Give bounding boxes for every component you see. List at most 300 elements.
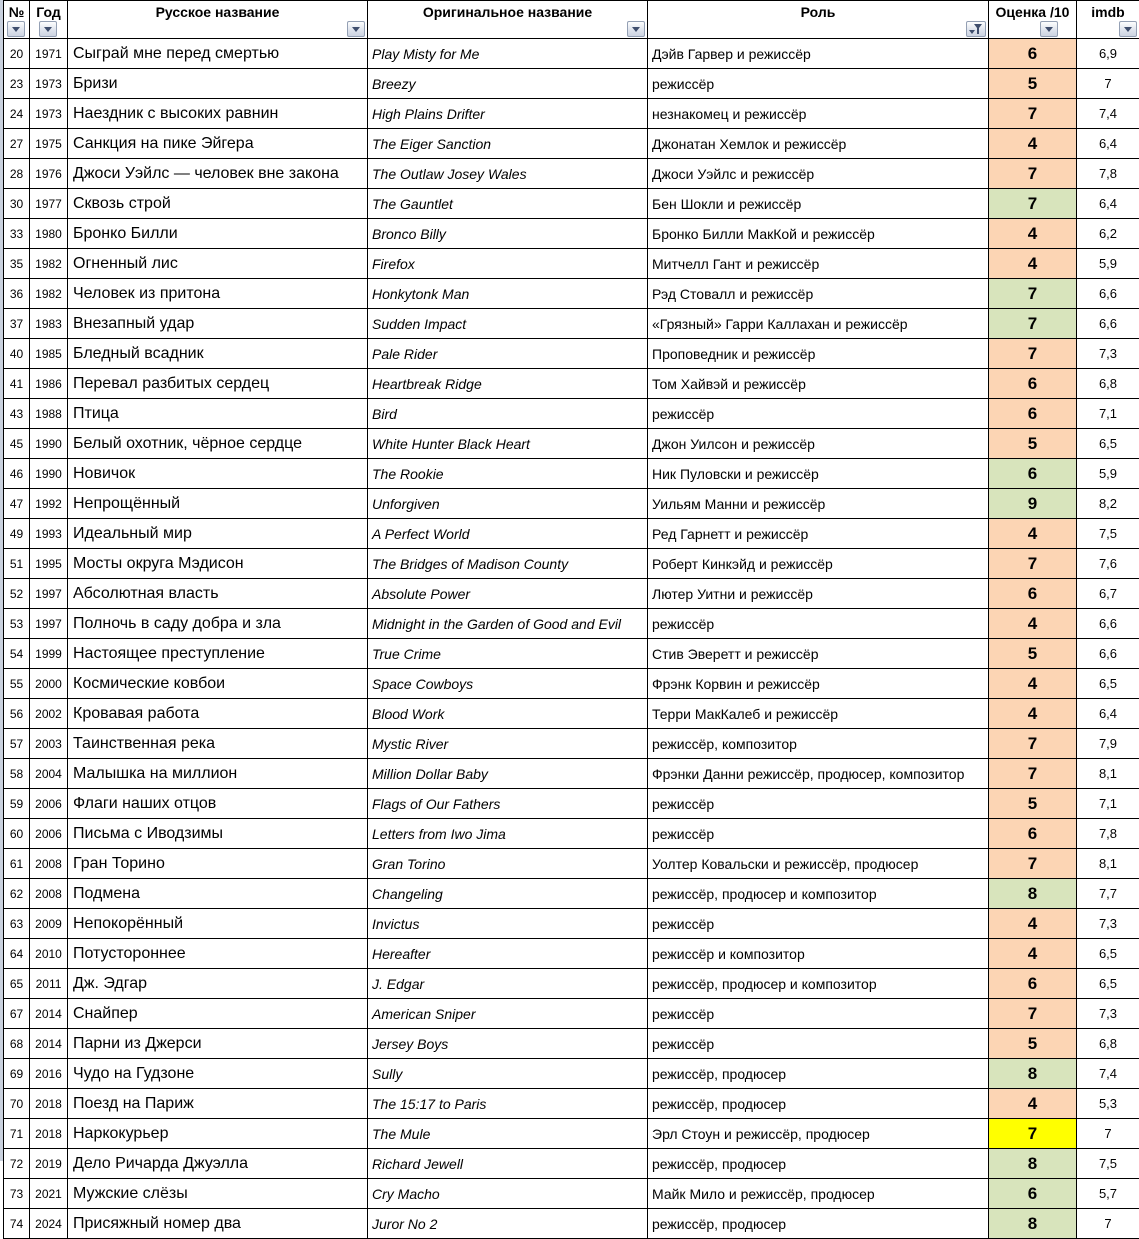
cell-imdb[interactable]: 6,2 [1077, 219, 1139, 249]
cell-year[interactable]: 1982 [30, 249, 68, 279]
cell-year[interactable]: 1995 [30, 549, 68, 579]
cell-role[interactable]: Фрэнк Корвин и режиссёр [648, 669, 989, 699]
cell-russian-title[interactable]: Внезапный удар [68, 309, 368, 339]
cell-year[interactable]: 2014 [30, 1029, 68, 1059]
cell-num[interactable]: 43 [4, 399, 30, 429]
cell-russian-title[interactable]: Подмена [68, 879, 368, 909]
cell-original-title[interactable]: The 15:17 to Paris [368, 1089, 648, 1119]
cell-rating[interactable]: 6 [989, 819, 1077, 849]
filter-dropdown-year[interactable] [39, 21, 57, 37]
cell-num[interactable]: 53 [4, 609, 30, 639]
cell-original-title[interactable]: Invictus [368, 909, 648, 939]
table-row [4, 339, 1139, 369]
cell-russian-title[interactable]: Санкция на пике Эйгера [68, 129, 368, 159]
cell-role[interactable]: режиссёр, продюсер [648, 1209, 989, 1239]
cell-year[interactable]: 1990 [30, 429, 68, 459]
cell-num[interactable]: 55 [4, 669, 30, 699]
header-original-title-label: Оригинальное название [423, 5, 592, 20]
cell-num[interactable]: 30 [4, 189, 30, 219]
filter-funnel-active-role[interactable] [966, 21, 986, 37]
cell-year[interactable]: 1992 [30, 489, 68, 519]
cell-original-title[interactable]: Mystic River [368, 729, 648, 759]
cell-role[interactable]: режиссёр, продюсер [648, 1089, 989, 1119]
cell-original-title[interactable]: Million Dollar Baby [368, 759, 648, 789]
cell-year[interactable]: 1997 [30, 609, 68, 639]
cell-num[interactable]: 23 [4, 69, 30, 99]
cell-imdb[interactable]: 6,6 [1077, 309, 1139, 339]
cell-num[interactable]: 37 [4, 309, 30, 339]
cell-role[interactable]: Рэд Стовалл и режиссёр [648, 279, 989, 309]
cell-role[interactable]: режиссёр, продюсер [648, 1059, 989, 1089]
cell-original-title[interactable]: Juror No 2 [368, 1209, 648, 1239]
cell-num[interactable]: 54 [4, 639, 30, 669]
cell-rating[interactable]: 6 [989, 39, 1077, 69]
cell-russian-title[interactable]: Идеальный мир [68, 519, 368, 549]
cell-num[interactable]: 59 [4, 789, 30, 819]
cell-imdb[interactable]: 6,6 [1077, 639, 1139, 669]
cell-imdb[interactable]: 6,5 [1077, 939, 1139, 969]
cell-russian-title[interactable]: Наркокурьер [68, 1119, 368, 1149]
cell-original-title[interactable]: Pale Rider [368, 339, 648, 369]
table-row [4, 129, 1139, 159]
cell-role[interactable]: режиссёр и композитор [648, 939, 989, 969]
cell-russian-title[interactable]: Непрощённый [68, 489, 368, 519]
cell-russian-title[interactable]: Новичок [68, 459, 368, 489]
cell-role[interactable]: Ред Гарнетт и режиссёр [648, 519, 989, 549]
cell-russian-title[interactable]: Бризи [68, 69, 368, 99]
cell-original-title[interactable]: Flags of Our Fathers [368, 789, 648, 819]
cell-russian-title[interactable]: Белый охотник, чёрное сердце [68, 429, 368, 459]
cell-imdb[interactable]: 6,5 [1077, 669, 1139, 699]
header-russian-title [68, 1, 368, 39]
cell-russian-title[interactable]: Дело Ричарда Джуэлла [68, 1149, 368, 1179]
cell-num[interactable]: 35 [4, 249, 30, 279]
cell-num[interactable]: 20 [4, 39, 30, 69]
cell-rating[interactable]: 6 [989, 1179, 1077, 1209]
cell-russian-title[interactable]: Космические ковбои [68, 669, 368, 699]
cell-imdb[interactable]: 8,2 [1077, 489, 1139, 519]
cell-imdb[interactable]: 7 [1077, 1209, 1139, 1239]
cell-rating[interactable]: 4 [989, 669, 1077, 699]
cell-role[interactable]: Джоси Уэйлс и режиссёр [648, 159, 989, 189]
cell-role[interactable]: Ник Пуловски и режиссёр [648, 459, 989, 489]
cell-russian-title[interactable]: Гран Торино [68, 849, 368, 879]
cell-num[interactable]: 57 [4, 729, 30, 759]
table-row [4, 189, 1139, 219]
cell-rating[interactable]: 7 [989, 189, 1077, 219]
cell-rating[interactable]: 7 [989, 279, 1077, 309]
cell-year[interactable]: 1990 [30, 459, 68, 489]
cell-russian-title[interactable]: Джоси Уэйлс — человек вне закона [68, 159, 368, 189]
cell-imdb[interactable]: 7,4 [1077, 1059, 1139, 1089]
cell-year[interactable]: 1982 [30, 279, 68, 309]
cell-num[interactable]: 68 [4, 1029, 30, 1059]
cell-rating[interactable]: 7 [989, 729, 1077, 759]
cell-imdb[interactable]: 7,7 [1077, 879, 1139, 909]
cell-russian-title[interactable]: Непокорённый [68, 909, 368, 939]
cell-russian-title[interactable]: Мосты округа Мэдисон [68, 549, 368, 579]
cell-original-title[interactable]: Space Cowboys [368, 669, 648, 699]
cell-rating[interactable]: 7 [989, 999, 1077, 1029]
cell-year[interactable]: 2009 [30, 909, 68, 939]
cell-year[interactable]: 1973 [30, 69, 68, 99]
cell-year[interactable]: 2008 [30, 849, 68, 879]
cell-role[interactable]: «Грязный» Гарри Каллахан и режиссёр [648, 309, 989, 339]
cell-role[interactable]: режиссёр [648, 909, 989, 939]
header-role [648, 1, 989, 39]
cell-rating[interactable]: 9 [989, 489, 1077, 519]
cell-year[interactable]: 2014 [30, 999, 68, 1029]
table-row [4, 1119, 1139, 1149]
cell-imdb[interactable]: 7,5 [1077, 519, 1139, 549]
cell-role[interactable]: Терри МакКалеб и режиссёр [648, 699, 989, 729]
cell-original-title[interactable]: Hereafter [368, 939, 648, 969]
cell-imdb[interactable]: 6,5 [1077, 429, 1139, 459]
cell-imdb[interactable]: 6,7 [1077, 579, 1139, 609]
cell-role[interactable]: режиссёр, продюсер и композитор [648, 879, 989, 909]
cell-russian-title[interactable]: Дж. Эдгар [68, 969, 368, 999]
films-table [3, 0, 1139, 1239]
cell-num[interactable]: 58 [4, 759, 30, 789]
cell-role[interactable]: режиссёр [648, 69, 989, 99]
cell-year[interactable]: 1999 [30, 639, 68, 669]
cell-original-title[interactable]: The Mule [368, 1119, 648, 1149]
cell-role[interactable]: Том Хайвэй и режиссёр [648, 369, 989, 399]
cell-num[interactable]: 62 [4, 879, 30, 909]
cell-role[interactable]: Бен Шокли и режиссёр [648, 189, 989, 219]
cell-rating[interactable]: 6 [989, 969, 1077, 999]
cell-num[interactable]: 69 [4, 1059, 30, 1089]
cell-original-title[interactable]: Sully [368, 1059, 648, 1089]
cell-year[interactable]: 2004 [30, 759, 68, 789]
cell-russian-title[interactable]: Перевал разбитых сердец [68, 369, 368, 399]
cell-role[interactable]: незнакомец и режиссёр [648, 99, 989, 129]
cell-original-title[interactable]: Bird [368, 399, 648, 429]
cell-rating[interactable]: 4 [989, 219, 1077, 249]
cell-rating[interactable]: 7 [989, 849, 1077, 879]
cell-imdb[interactable]: 7,9 [1077, 729, 1139, 759]
cell-imdb[interactable]: 7,4 [1077, 99, 1139, 129]
cell-rating[interactable]: 7 [989, 309, 1077, 339]
cell-original-title[interactable]: Unforgiven [368, 489, 648, 519]
cell-original-title[interactable]: Bronco Billy [368, 219, 648, 249]
cell-original-title[interactable]: Honkytonk Man [368, 279, 648, 309]
cell-original-title[interactable]: Cry Macho [368, 1179, 648, 1209]
cell-russian-title[interactable]: Чудо на Гудзоне [68, 1059, 368, 1089]
cell-role[interactable]: Джон Уилсон и режиссёр [648, 429, 989, 459]
cell-rating[interactable]: 4 [989, 1089, 1077, 1119]
cell-rating[interactable]: 8 [989, 1209, 1077, 1239]
cell-imdb[interactable]: 8,1 [1077, 759, 1139, 789]
cell-role[interactable]: режиссёр [648, 819, 989, 849]
cell-imdb[interactable]: 6,8 [1077, 1029, 1139, 1059]
cell-rating[interactable]: 6 [989, 369, 1077, 399]
cell-imdb[interactable]: 6,4 [1077, 699, 1139, 729]
cell-role[interactable]: Митчелл Гант и режиссёр [648, 249, 989, 279]
cell-role[interactable]: Дэйв Гарвер и режиссёр [648, 39, 989, 69]
cell-original-title[interactable]: Absolute Power [368, 579, 648, 609]
cell-russian-title[interactable]: Сыграй мне перед смертью [68, 39, 368, 69]
cell-rating[interactable]: 4 [989, 909, 1077, 939]
cell-imdb[interactable]: 7 [1077, 69, 1139, 99]
cell-role[interactable]: режиссёр [648, 999, 989, 1029]
cell-role[interactable]: Уильям Манни и режиссёр [648, 489, 989, 519]
cell-num[interactable]: 52 [4, 579, 30, 609]
cell-imdb[interactable]: 7,1 [1077, 399, 1139, 429]
cell-original-title[interactable]: Midnight in the Garden of Good and Evil [368, 609, 648, 639]
cell-original-title[interactable]: Gran Torino [368, 849, 648, 879]
cell-num[interactable]: 40 [4, 339, 30, 369]
header-russian-title-label: Русское название [156, 5, 280, 20]
cell-original-title[interactable]: J. Edgar [368, 969, 648, 999]
cell-role[interactable]: режиссёр [648, 609, 989, 639]
cell-rating[interactable]: 4 [989, 249, 1077, 279]
cell-num[interactable]: 67 [4, 999, 30, 1029]
cell-russian-title[interactable]: Потустороннее [68, 939, 368, 969]
cell-role[interactable]: Лютер Уитни и режиссёр [648, 579, 989, 609]
cell-imdb[interactable]: 6,4 [1077, 129, 1139, 159]
table-row [4, 99, 1139, 129]
cell-original-title[interactable]: True Crime [368, 639, 648, 669]
cell-original-title[interactable]: Jersey Boys [368, 1029, 648, 1059]
cell-imdb[interactable]: 8,1 [1077, 849, 1139, 879]
cell-russian-title[interactable]: Малышка на миллион [68, 759, 368, 789]
cell-original-title[interactable]: Changeling [368, 879, 648, 909]
filter-dropdown-original-title[interactable] [627, 21, 645, 37]
cell-num[interactable]: 28 [4, 159, 30, 189]
cell-num[interactable]: 63 [4, 909, 30, 939]
cell-original-title[interactable]: The Gauntlet [368, 189, 648, 219]
cell-num[interactable]: 70 [4, 1089, 30, 1119]
cell-year[interactable]: 1980 [30, 219, 68, 249]
cell-rating[interactable]: 4 [989, 519, 1077, 549]
cell-imdb[interactable]: 7,8 [1077, 819, 1139, 849]
cell-role[interactable]: Роберт Кинкэйд и режиссёр [648, 549, 989, 579]
cell-role[interactable]: Стив Эверетт и режиссёр [648, 639, 989, 669]
cell-num[interactable]: 51 [4, 549, 30, 579]
cell-year[interactable]: 1973 [30, 99, 68, 129]
cell-rating[interactable]: 8 [989, 1059, 1077, 1089]
cell-imdb[interactable]: 6,9 [1077, 39, 1139, 69]
cell-russian-title[interactable]: Мужские слёзы [68, 1179, 368, 1209]
cell-original-title[interactable]: The Outlaw Josey Wales [368, 159, 648, 189]
cell-original-title[interactable]: Breezy [368, 69, 648, 99]
cell-rating[interactable]: 6 [989, 399, 1077, 429]
cell-original-title[interactable]: The Eiger Sanction [368, 129, 648, 159]
filter-dropdown-imdb[interactable] [1119, 21, 1137, 37]
cell-year[interactable]: 2006 [30, 819, 68, 849]
cell-imdb[interactable]: 7,3 [1077, 909, 1139, 939]
cell-rating[interactable]: 4 [989, 609, 1077, 639]
cell-russian-title[interactable]: Человек из притона [68, 279, 368, 309]
cell-role[interactable]: Уолтер Ковальски и режиссёр, продюсер [648, 849, 989, 879]
cell-year[interactable]: 2008 [30, 879, 68, 909]
cell-imdb[interactable]: 7,5 [1077, 1149, 1139, 1179]
cell-russian-title[interactable]: Кровавая работа [68, 699, 368, 729]
cell-num[interactable]: 24 [4, 99, 30, 129]
cell-rating[interactable]: 7 [989, 99, 1077, 129]
cell-rating[interactable]: 7 [989, 1119, 1077, 1149]
table-row [4, 669, 1139, 699]
cell-russian-title[interactable]: Настоящее преступление [68, 639, 368, 669]
cell-imdb[interactable]: 5,9 [1077, 459, 1139, 489]
cell-num[interactable]: 72 [4, 1149, 30, 1179]
cell-russian-title[interactable]: Наездник с высоких равнин [68, 99, 368, 129]
cell-russian-title[interactable]: Письма с Иводзимы [68, 819, 368, 849]
cell-num[interactable]: 47 [4, 489, 30, 519]
cell-russian-title[interactable]: Таинственная река [68, 729, 368, 759]
cell-num[interactable]: 45 [4, 429, 30, 459]
cell-original-title[interactable]: American Sniper [368, 999, 648, 1029]
cell-role[interactable]: Джонатан Хемлок и режиссёр [648, 129, 989, 159]
cell-imdb[interactable]: 5,3 [1077, 1089, 1139, 1119]
cell-imdb[interactable]: 7,1 [1077, 789, 1139, 819]
cell-rating[interactable]: 5 [989, 69, 1077, 99]
cell-year[interactable]: 1976 [30, 159, 68, 189]
cell-imdb[interactable]: 6,8 [1077, 369, 1139, 399]
cell-rating[interactable]: 5 [989, 789, 1077, 819]
cell-year[interactable]: 1988 [30, 399, 68, 429]
cell-year[interactable]: 2018 [30, 1119, 68, 1149]
cell-russian-title[interactable]: Поезд на Париж [68, 1089, 368, 1119]
cell-rating[interactable]: 7 [989, 549, 1077, 579]
cell-russian-title[interactable]: Присяжный номер два [68, 1209, 368, 1239]
cell-imdb[interactable]: 5,9 [1077, 249, 1139, 279]
table-header [4, 1, 1139, 39]
filter-dropdown-num[interactable] [7, 21, 25, 37]
cell-original-title[interactable]: Play Misty for Me [368, 39, 648, 69]
cell-russian-title[interactable]: Бронко Билли [68, 219, 368, 249]
cell-imdb[interactable]: 7 [1077, 1119, 1139, 1149]
cell-original-title[interactable]: Sudden Impact [368, 309, 648, 339]
cell-imdb[interactable]: 7,6 [1077, 549, 1139, 579]
cell-original-title[interactable]: A Perfect World [368, 519, 648, 549]
cell-rating[interactable]: 5 [989, 429, 1077, 459]
cell-original-title[interactable]: Firefox [368, 249, 648, 279]
cell-year[interactable]: 2016 [30, 1059, 68, 1089]
cell-year[interactable]: 1983 [30, 309, 68, 339]
cell-year[interactable]: 2000 [30, 669, 68, 699]
cell-role[interactable]: Проповедник и режиссёр [648, 339, 989, 369]
cell-imdb[interactable]: 7,8 [1077, 159, 1139, 189]
cell-year[interactable]: 1986 [30, 369, 68, 399]
cell-original-title[interactable]: Heartbreak Ridge [368, 369, 648, 399]
cell-year[interactable]: 1997 [30, 579, 68, 609]
cell-imdb[interactable]: 6,6 [1077, 609, 1139, 639]
cell-role[interactable]: Бронко Билли МакКой и режиссёр [648, 219, 989, 249]
cell-rating[interactable]: 6 [989, 459, 1077, 489]
cell-year[interactable]: 2018 [30, 1089, 68, 1119]
cell-original-title[interactable]: Richard Jewell [368, 1149, 648, 1179]
cell-year[interactable]: 2024 [30, 1209, 68, 1239]
cell-imdb[interactable]: 5,7 [1077, 1179, 1139, 1209]
cell-num[interactable]: 46 [4, 459, 30, 489]
cell-russian-title[interactable]: Флаги наших отцов [68, 789, 368, 819]
cell-year[interactable]: 2006 [30, 789, 68, 819]
cell-imdb[interactable]: 7,3 [1077, 999, 1139, 1029]
cell-rating[interactable]: 7 [989, 339, 1077, 369]
cell-year[interactable]: 2010 [30, 939, 68, 969]
cell-year[interactable]: 1985 [30, 339, 68, 369]
cell-num[interactable]: 73 [4, 1179, 30, 1209]
cell-original-title[interactable]: White Hunter Black Heart [368, 429, 648, 459]
cell-russian-title[interactable]: Птица [68, 399, 368, 429]
cell-rating[interactable]: 4 [989, 129, 1077, 159]
cell-year[interactable]: 1971 [30, 39, 68, 69]
cell-role[interactable]: Фрэнки Данни режиссёр, продюсер, композитор [648, 759, 989, 789]
cell-num[interactable]: 41 [4, 369, 30, 399]
cell-role[interactable]: Эрл Стоун и режиссёр, продюсер [648, 1119, 989, 1149]
cell-role[interactable]: Майк Мило и режиссёр, продюсер [648, 1179, 989, 1209]
cell-russian-title[interactable]: Сквозь строй [68, 189, 368, 219]
cell-rating[interactable]: 6 [989, 579, 1077, 609]
cell-role[interactable]: режиссёр, продюсер [648, 1149, 989, 1179]
cell-role[interactable]: режиссёр [648, 1029, 989, 1059]
cell-role[interactable]: режиссёр [648, 399, 989, 429]
cell-num[interactable]: 49 [4, 519, 30, 549]
cell-original-title[interactable]: High Plains Drifter [368, 99, 648, 129]
cell-rating[interactable]: 8 [989, 879, 1077, 909]
cell-original-title[interactable]: Blood Work [368, 699, 648, 729]
cell-num[interactable]: 65 [4, 969, 30, 999]
cell-russian-title[interactable]: Огненный лис [68, 249, 368, 279]
cell-year[interactable]: 2011 [30, 969, 68, 999]
cell-year[interactable]: 2003 [30, 729, 68, 759]
cell-rating[interactable]: 4 [989, 939, 1077, 969]
cell-imdb[interactable]: 6,4 [1077, 189, 1139, 219]
cell-rating[interactable]: 7 [989, 759, 1077, 789]
cell-num[interactable]: 61 [4, 849, 30, 879]
cell-original-title[interactable]: The Rookie [368, 459, 648, 489]
cell-russian-title[interactable]: Абсолютная власть [68, 579, 368, 609]
cell-rating[interactable]: 5 [989, 639, 1077, 669]
cell-num[interactable]: 33 [4, 219, 30, 249]
cell-imdb[interactable]: 6,5 [1077, 969, 1139, 999]
cell-num[interactable]: 71 [4, 1119, 30, 1149]
cell-num[interactable]: 74 [4, 1209, 30, 1239]
cell-num[interactable]: 27 [4, 129, 30, 159]
cell-year[interactable]: 2021 [30, 1179, 68, 1209]
cell-original-title[interactable]: The Bridges of Madison County [368, 549, 648, 579]
cell-year[interactable]: 1975 [30, 129, 68, 159]
cell-num[interactable]: 60 [4, 819, 30, 849]
cell-russian-title[interactable]: Бледный всадник [68, 339, 368, 369]
cell-num[interactable]: 64 [4, 939, 30, 969]
cell-role[interactable]: режиссёр, продюсер и композитор [648, 969, 989, 999]
cell-original-title[interactable]: Letters from Iwo Jima [368, 819, 648, 849]
cell-num[interactable]: 36 [4, 279, 30, 309]
cell-num[interactable]: 56 [4, 699, 30, 729]
cell-role[interactable]: режиссёр [648, 789, 989, 819]
cell-year[interactable]: 2002 [30, 699, 68, 729]
cell-imdb[interactable]: 7,3 [1077, 339, 1139, 369]
cell-rating[interactable]: 8 [989, 1149, 1077, 1179]
cell-russian-title[interactable]: Снайпер [68, 999, 368, 1029]
filter-dropdown-rating[interactable] [1040, 21, 1058, 37]
cell-rating[interactable]: 7 [989, 159, 1077, 189]
cell-russian-title[interactable]: Полночь в саду добра и зла [68, 609, 368, 639]
cell-year[interactable]: 1977 [30, 189, 68, 219]
table-row [4, 789, 1139, 819]
cell-rating[interactable]: 5 [989, 1029, 1077, 1059]
cell-role[interactable]: режиссёр, композитор [648, 729, 989, 759]
cell-rating[interactable]: 4 [989, 699, 1077, 729]
cell-year[interactable]: 1993 [30, 519, 68, 549]
cell-russian-title[interactable]: Парни из Джерси [68, 1029, 368, 1059]
filter-dropdown-russian-title[interactable] [347, 21, 365, 37]
cell-year[interactable]: 2019 [30, 1149, 68, 1179]
cell-imdb[interactable]: 6,6 [1077, 279, 1139, 309]
